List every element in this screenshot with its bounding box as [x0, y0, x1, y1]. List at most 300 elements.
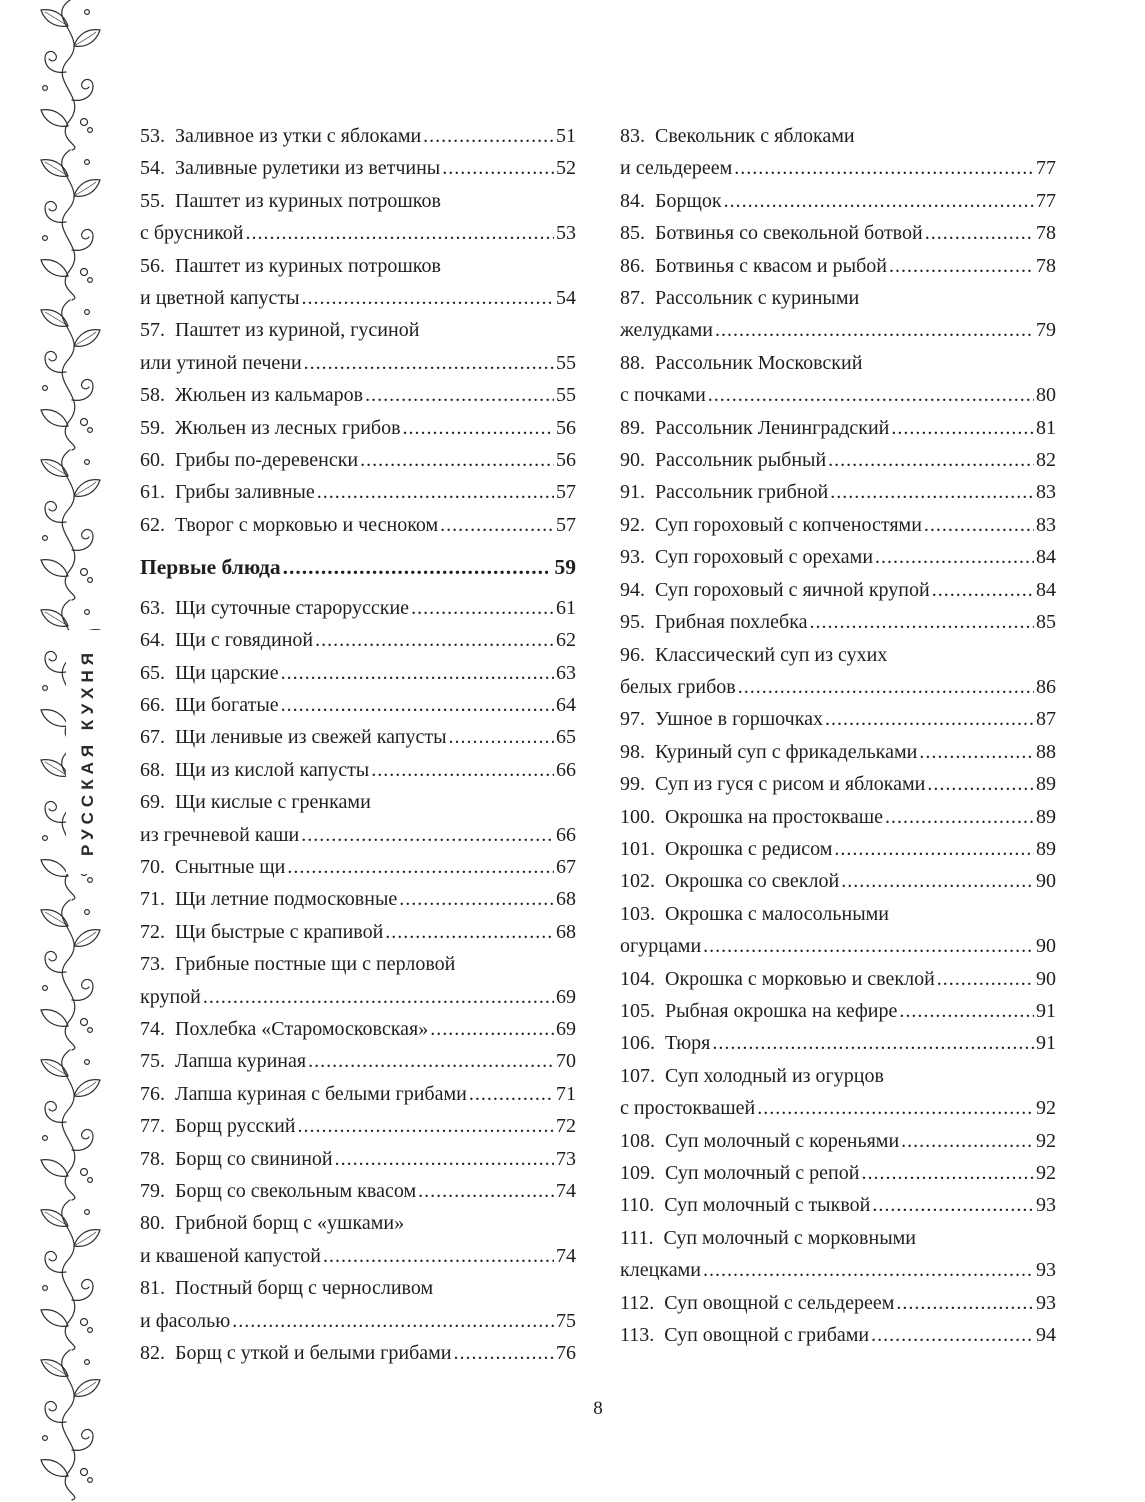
toc-line: [620, 963, 1056, 995]
entry-number: 54.: [140, 157, 165, 180]
entry-number: 85.: [620, 222, 645, 245]
entry-number: 105.: [620, 999, 655, 1022]
entry-title: Суп гороховый с копченостями: [655, 513, 922, 536]
toc-line: [620, 412, 1056, 444]
dot-leader: [924, 509, 1034, 541]
toc-line: [140, 551, 576, 583]
toc-line: [140, 657, 576, 689]
entry-page-number: 64: [556, 693, 576, 716]
entry-page-number: 54: [556, 287, 576, 310]
dot-leader: [932, 574, 1034, 606]
entry-title: Щи с говядиной: [175, 629, 314, 652]
entry-page-number: 83: [1036, 481, 1056, 504]
entry-number: 66.: [140, 693, 165, 716]
entry-title: Суп овощной с сельдереем: [664, 1291, 895, 1314]
entry-title: Щи быстрые с крапивой: [175, 920, 384, 943]
dot-leader: [449, 721, 554, 753]
toc-line: [140, 1175, 576, 1207]
entry-title: Паштет из куриных потрошков: [175, 254, 441, 277]
dot-leader: [738, 671, 1034, 703]
entry-page-number: 77: [1036, 189, 1056, 212]
dot-leader: [899, 995, 1034, 1027]
toc-entry: [620, 574, 1056, 606]
entry-title: Суп молочный с кореньями: [665, 1129, 900, 1152]
entry-page-number: 72: [556, 1115, 576, 1138]
entry-title: Рыбная окрошка на кефире: [665, 999, 898, 1022]
dot-leader: [889, 250, 1034, 282]
entry-number: 102.: [620, 870, 655, 893]
toc-entry: [620, 736, 1056, 768]
toc-entry: [620, 412, 1056, 444]
entry-number: 112.: [620, 1291, 655, 1314]
toc-entry: [140, 509, 576, 541]
entry-page-number: 92: [1036, 1162, 1056, 1184]
entry-page-number: 71: [556, 1082, 576, 1105]
entry-title: Суп из гуся с рисом и яблоками: [655, 773, 926, 796]
entry-number: 109.: [620, 1162, 655, 1184]
entry-number: 62.: [140, 513, 165, 536]
entry-title: Суп гороховый с орехами: [655, 546, 874, 569]
toc-entry: [140, 624, 576, 656]
entry-title: желудками: [620, 319, 713, 342]
toc-entry: [620, 217, 1056, 249]
entry-title: Рассольник Московский: [655, 351, 863, 374]
entry-number: 74.: [140, 1017, 165, 1040]
toc-line: [140, 152, 576, 184]
entry-title: Щи богатые: [175, 693, 279, 716]
entry-title: Рассольник с куриными: [655, 287, 860, 310]
entry-title: с почками: [620, 384, 706, 407]
toc-entry: [620, 865, 1056, 897]
toc-line: [620, 185, 1056, 217]
entry-page-number: 89: [1036, 773, 1056, 796]
toc-line: [620, 1157, 1056, 1189]
toc-line: [140, 1013, 576, 1045]
entry-number: 72.: [140, 920, 165, 943]
entry-page-number: 76: [556, 1342, 576, 1365]
toc-line: [140, 1110, 576, 1142]
entry-page-number: 87: [1036, 708, 1056, 731]
entry-page-number: 53: [556, 222, 576, 245]
entry-number: 57.: [140, 319, 165, 342]
entry-title: Ботвинья с квасом и рыбой: [655, 254, 887, 277]
entry-number: 61.: [140, 481, 165, 504]
toc-line: [620, 347, 1056, 379]
toc-entry: [620, 1027, 1056, 1059]
toc-line: [620, 1060, 1056, 1092]
entry-number: 100.: [620, 805, 655, 828]
entry-page-number: 93: [1036, 1259, 1056, 1282]
dot-leader: [317, 476, 554, 508]
toc-entry: [140, 250, 576, 315]
entry-page-number: 90: [1036, 967, 1056, 990]
toc-entry: [140, 916, 576, 948]
toc-entry: [620, 444, 1056, 476]
entry-number: 80.: [140, 1212, 165, 1235]
toc-line: [620, 1222, 1056, 1254]
toc-line: [620, 703, 1056, 735]
entry-number: 84.: [620, 189, 645, 212]
toc-line: [140, 314, 576, 346]
entry-title: Лапша куриная: [175, 1050, 307, 1073]
entry-page-number: 83: [1036, 513, 1056, 536]
entry-title: Грибные постные щи с перловой: [175, 953, 456, 976]
dot-leader: [301, 819, 554, 851]
entry-title: Суп гороховый с яичной крупой: [655, 578, 930, 601]
entry-number: 113.: [620, 1324, 655, 1347]
toc-entry: [140, 689, 576, 721]
toc-line: [620, 930, 1056, 962]
entry-title: с простоквашей: [620, 1097, 756, 1120]
toc-line: [620, 1319, 1056, 1351]
dot-leader: [232, 1305, 554, 1337]
toc-line: [620, 865, 1056, 897]
entry-number: 63.: [140, 596, 165, 619]
toc-line: [620, 444, 1056, 476]
toc-entry: [140, 948, 576, 1013]
toc-line: [620, 606, 1056, 638]
entry-page-number: 84: [1036, 546, 1056, 569]
toc-entry: [620, 639, 1056, 704]
toc-line: [140, 1078, 576, 1110]
dot-leader: [871, 1319, 1034, 1351]
entry-title: Суп молочный с морковными: [663, 1226, 916, 1249]
toc-line: [140, 347, 576, 379]
entry-title: белых грибов: [620, 675, 736, 698]
entry-number: 110.: [620, 1194, 655, 1217]
entry-title: с брусникой: [140, 222, 244, 245]
dot-leader: [703, 1254, 1034, 1286]
toc-entry: [620, 476, 1056, 508]
toc-line: [620, 314, 1056, 346]
entry-number: 104.: [620, 967, 655, 990]
toc-line: [140, 1272, 576, 1304]
dot-leader: [281, 657, 554, 689]
dot-leader: [287, 851, 554, 883]
entry-number: 89.: [620, 416, 645, 439]
entry-page-number: 92: [1036, 1097, 1056, 1120]
toc-line: [620, 250, 1056, 282]
entry-title: Грибной борщ с «ушками»: [175, 1212, 405, 1235]
dot-leader: [469, 1078, 554, 1110]
dot-leader: [385, 916, 554, 948]
toc-line: [620, 152, 1056, 184]
toc-line: [140, 981, 576, 1013]
entry-page-number: 78: [1036, 222, 1056, 245]
entry-title: Суп холодный из огурцов: [665, 1064, 884, 1087]
entry-title: Жюльен из лесных грибов: [175, 416, 401, 439]
dot-leader: [834, 833, 1034, 865]
entry-number: 95.: [620, 611, 645, 634]
dot-leader: [418, 1175, 554, 1207]
dot-leader: [399, 883, 554, 915]
toc-line: [140, 948, 576, 980]
dot-leader: [937, 963, 1034, 995]
dot-leader: [896, 1287, 1034, 1319]
entry-page-number: 65: [556, 726, 576, 749]
entry-page-number: 74: [556, 1244, 576, 1267]
dot-leader: [708, 379, 1034, 411]
toc-line: [620, 120, 1056, 152]
entry-page-number: 90: [1036, 935, 1056, 958]
entry-title: Борщ со свининой: [175, 1147, 333, 1170]
entry-title: Рассольник Ленинградский: [655, 416, 890, 439]
toc-line: [620, 768, 1056, 800]
entry-number: 53.: [140, 125, 165, 147]
entry-title: Свекольник с яблоками: [655, 125, 855, 147]
toc-entry: [620, 509, 1056, 541]
toc-line: [620, 541, 1056, 573]
toc-entry: [140, 721, 576, 753]
toc-entry: [140, 1045, 576, 1077]
toc-entry: [140, 1110, 576, 1142]
entry-title: Заливные рулетики из ветчины: [175, 157, 441, 180]
entry-title: Борщ со свекольным квасом: [175, 1180, 417, 1202]
entry-title: крупой: [140, 985, 201, 1008]
entry-page-number: 70: [556, 1050, 576, 1073]
toc-entry: [140, 754, 576, 786]
dot-leader: [281, 689, 554, 721]
entry-number: 71.: [140, 888, 165, 911]
entry-title: Борщок: [655, 189, 722, 212]
toc-column-left: [140, 120, 576, 1369]
toc-entry: [140, 883, 576, 915]
toc-line: [140, 1045, 576, 1077]
entry-page-number: 59: [554, 555, 576, 580]
entry-page-number: 80: [1036, 384, 1056, 407]
dot-leader: [203, 981, 554, 1013]
toc-line: [140, 444, 576, 476]
dot-leader: [245, 217, 554, 249]
toc-entry: [140, 1337, 576, 1369]
toc-entry: [620, 541, 1056, 573]
table-of-contents: [140, 120, 1056, 1369]
entry-title: Борщ с уткой и белыми грибами: [175, 1342, 452, 1365]
entry-number: 73.: [140, 953, 165, 976]
entry-title: Щи кислые с гренками: [175, 791, 371, 814]
entry-number: 76.: [140, 1082, 165, 1105]
entry-page-number: 89: [1036, 805, 1056, 828]
entry-page-number: 56: [556, 449, 576, 472]
entry-number: 90.: [620, 449, 645, 472]
dot-leader: [919, 736, 1034, 768]
entry-number: 58.: [140, 384, 165, 407]
entry-title: Ушное в горшочках: [655, 708, 824, 731]
entry-title: Грибы заливные: [175, 481, 315, 504]
dot-leader: [891, 412, 1034, 444]
toc-line: [140, 379, 576, 411]
toc-entry: [620, 1287, 1056, 1319]
entry-title: из гречневой каши: [140, 823, 300, 846]
entry-number: 94.: [620, 578, 645, 601]
entry-number: 93.: [620, 546, 645, 569]
entry-page-number: 89: [1036, 837, 1056, 860]
entry-title: Щи летние подмосковные: [175, 888, 398, 911]
dot-leader: [715, 314, 1034, 346]
toc-line: [140, 217, 576, 249]
dot-leader: [403, 412, 554, 444]
entry-title: Суп молочный с репой: [665, 1162, 860, 1184]
toc-line: [140, 1143, 576, 1175]
toc-line: [620, 217, 1056, 249]
entry-title: Паштет из куриных потрошков: [175, 189, 441, 212]
dot-leader: [703, 930, 1034, 962]
toc-line: [620, 476, 1056, 508]
dot-leader: [872, 1189, 1034, 1221]
entry-page-number: 68: [556, 888, 576, 911]
dot-leader: [315, 624, 554, 656]
toc-line: [620, 1027, 1056, 1059]
dot-leader: [335, 1143, 554, 1175]
entry-title: и сельдереем: [620, 157, 733, 180]
dot-leader: [454, 1337, 555, 1369]
entry-title: Ботвинья со свекольной ботвой: [655, 222, 923, 245]
dot-leader: [712, 1027, 1034, 1059]
toc-entry: [620, 995, 1056, 1027]
toc-entry: [140, 851, 576, 883]
entry-number: 70.: [140, 855, 165, 878]
toc-line: [140, 1207, 576, 1239]
entry-title: Творог с морковью и чесноком: [175, 513, 439, 536]
dot-leader: [302, 282, 554, 314]
entry-number: 55.: [140, 189, 165, 212]
toc-line: [140, 786, 576, 818]
dot-leader: [830, 476, 1034, 508]
book-series-title: РУССКАЯ КУХНЯ: [66, 630, 110, 874]
toc-entry: [140, 657, 576, 689]
toc-line: [140, 476, 576, 508]
dot-leader: [423, 120, 554, 152]
toc-entry: [140, 1272, 576, 1337]
toc-line: [140, 689, 576, 721]
entry-title: Классический суп из сухих: [655, 643, 888, 666]
toc-line: [620, 639, 1056, 671]
toc-line: [620, 574, 1056, 606]
entry-number: 111.: [620, 1226, 654, 1249]
toc-line: [140, 120, 576, 152]
entry-number: 59.: [140, 416, 165, 439]
toc-line: [620, 995, 1056, 1027]
entry-number: 60.: [140, 449, 165, 472]
dot-leader: [442, 152, 554, 184]
section-title: Первые блюда: [140, 555, 281, 580]
toc-line: [620, 282, 1056, 314]
entry-title: огурцами: [620, 935, 702, 958]
toc-section-heading: [140, 551, 576, 583]
entry-page-number: 67: [556, 855, 576, 878]
entry-number: 88.: [620, 351, 645, 374]
entry-title: Рассольник грибной: [655, 481, 829, 504]
dot-leader: [810, 606, 1035, 638]
toc-entry: [140, 152, 576, 184]
entry-title: Щи царские: [175, 661, 279, 684]
dot-leader: [875, 541, 1034, 573]
entry-number: 101.: [620, 837, 655, 860]
dot-leader: [885, 801, 1034, 833]
entry-page-number: 92: [1036, 1129, 1056, 1152]
entry-number: 68.: [140, 758, 165, 781]
entry-number: 106.: [620, 1032, 655, 1055]
entry-title: клецками: [620, 1259, 701, 1282]
entry-page-number: 86: [1036, 675, 1056, 698]
toc-entry: [620, 1222, 1056, 1287]
toc-line: [140, 851, 576, 883]
toc-line: [140, 721, 576, 753]
entry-page-number: 57: [556, 481, 576, 504]
toc-line: [620, 509, 1056, 541]
dot-leader: [430, 1013, 554, 1045]
entry-page-number: 91: [1036, 999, 1056, 1022]
toc-line: [140, 592, 576, 624]
entry-title: Борщ русский: [175, 1115, 296, 1138]
entry-title: и фасолью: [140, 1309, 231, 1332]
toc-entry: [140, 120, 576, 152]
entry-title: Окрошка со свеклой: [665, 870, 840, 893]
toc-entry: [620, 801, 1056, 833]
dot-leader: [323, 1240, 554, 1272]
entry-title: Окрошка с малосольными: [665, 902, 889, 925]
toc-entry: [620, 1319, 1056, 1351]
entry-title: Окрошка на простокваше: [665, 805, 884, 828]
entry-number: 67.: [140, 726, 165, 749]
entry-page-number: 63: [556, 661, 576, 684]
entry-title: и квашеной капустой: [140, 1244, 321, 1267]
entry-title: Суп молочный с тыквой: [664, 1194, 871, 1217]
entry-title: Грибы по-деревенски: [175, 449, 359, 472]
entry-page-number: 79: [1036, 319, 1056, 342]
entry-number: 91.: [620, 481, 645, 504]
toc-entry: [620, 703, 1056, 735]
toc-entry: [620, 1189, 1056, 1221]
entry-number: 103.: [620, 902, 655, 925]
entry-number: 81.: [140, 1277, 165, 1300]
entry-page-number: 93: [1036, 1194, 1056, 1217]
dot-leader: [308, 1045, 554, 1077]
toc-entry: [140, 1207, 576, 1272]
entry-number: 96.: [620, 643, 645, 666]
entry-page-number: 88: [1036, 740, 1056, 763]
entry-title: Окрошка с редисом: [665, 837, 833, 860]
toc-line: [620, 1254, 1056, 1286]
entry-page-number: 85: [1036, 611, 1056, 634]
entry-title: Щи суточные старорусские: [175, 596, 410, 619]
dot-leader: [861, 1157, 1034, 1189]
dot-leader: [757, 1092, 1034, 1124]
entry-number: 69.: [140, 791, 165, 814]
toc-line: [620, 898, 1056, 930]
toc-line: [140, 412, 576, 444]
toc-entry: [140, 786, 576, 851]
entry-number: 64.: [140, 629, 165, 652]
toc-entry: [620, 833, 1056, 865]
toc-entry: [140, 379, 576, 411]
entry-page-number: 68: [556, 920, 576, 943]
entry-title: Заливное из утки с яблоками: [175, 125, 422, 147]
toc-entry: [140, 314, 576, 379]
entry-page-number: 66: [556, 758, 576, 781]
toc-entry: [140, 1175, 576, 1207]
toc-entry: [140, 1143, 576, 1175]
toc-line: [620, 1125, 1056, 1157]
entry-title: Суп овощной с грибами: [664, 1324, 870, 1347]
dot-leader: [411, 592, 554, 624]
toc-entry: [620, 347, 1056, 412]
dot-leader: [298, 1110, 555, 1142]
entry-number: 107.: [620, 1064, 655, 1087]
entry-number: 83.: [620, 125, 645, 147]
entry-page-number: 81: [1036, 416, 1056, 439]
entry-number: 77.: [140, 1115, 165, 1138]
